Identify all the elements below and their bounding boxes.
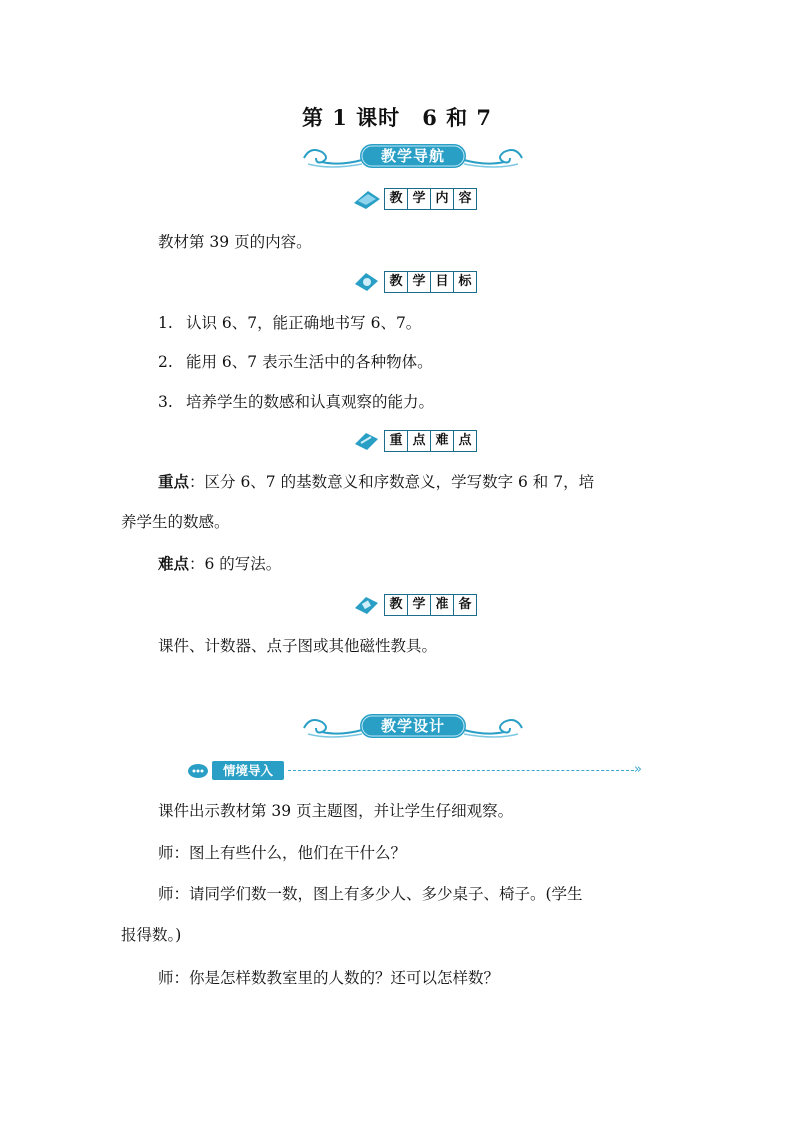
section-char: 内	[431, 189, 454, 209]
notebook-icon	[352, 429, 382, 453]
keypoint-line-cont: 养学生的数感。	[121, 513, 230, 531]
dashed-divider	[288, 770, 634, 771]
title-topic: 6 和 7	[422, 105, 493, 130]
section-char: 标	[454, 272, 476, 292]
section-char: 教	[385, 272, 408, 292]
body-paragraph: 师：图上有些什么，他们在干什么？	[158, 844, 407, 862]
body-paragraph-cont: 报得数。)	[121, 926, 182, 944]
banner-teaching-nav	[300, 138, 526, 174]
section-char: 准	[431, 595, 454, 615]
keypoint-line: 重点：区分 6、7 的基数意义和序数意义，学写数字 6 和 7，培	[158, 472, 595, 491]
body-paragraph: 师：你是怎样数教室里的人数的？还可以怎样数？	[158, 969, 500, 987]
section-char: 学	[408, 189, 431, 209]
prep-text: 课件、计数器、点子图或其他磁性教具。	[158, 637, 438, 655]
target-icon	[352, 270, 382, 294]
speech-icon	[186, 761, 212, 781]
title-lesson: 第 1 课时	[301, 105, 401, 130]
goal-item: 1. 认识 6、7，能正确地书写 6、7。	[158, 314, 422, 332]
goal-item: 3. 培养学生的数感和认真观察的能力。	[158, 393, 435, 411]
section-char: 点	[454, 431, 476, 451]
body-paragraph: 课件出示教材第 39 页主题图，并让学生仔细观察。	[158, 802, 514, 820]
page-title	[0, 102, 794, 132]
banner-label: 教学设计	[380, 717, 445, 735]
section-char: 学	[408, 272, 431, 292]
section-char: 容	[454, 189, 476, 209]
section-char: 难	[431, 431, 454, 451]
banner-label: 教学导航	[380, 147, 445, 165]
body-paragraph: 师：请同学们数一数，图上有多少人、多少桌子、椅子。(学生	[158, 885, 583, 903]
section-char: 点	[408, 431, 431, 451]
difficulty-line: 难点：6 的写法。	[158, 554, 282, 573]
section-char: 重	[385, 431, 408, 451]
content-text: 教材第 39 页的内容。	[158, 233, 312, 251]
banner-teaching-design	[300, 708, 526, 744]
section-char: 教	[385, 189, 408, 209]
double-chevron-right-icon: »	[634, 762, 642, 777]
section-char: 教	[385, 595, 408, 615]
tag-label: 情境导入	[212, 761, 284, 780]
toolbox-icon	[352, 593, 382, 617]
book-icon	[352, 187, 382, 211]
section-char: 备	[454, 595, 476, 615]
goal-item: 2. 能用 6、7 表示生活中的各种物体。	[158, 353, 433, 371]
section-char: 目	[431, 272, 454, 292]
section-char: 学	[408, 595, 431, 615]
